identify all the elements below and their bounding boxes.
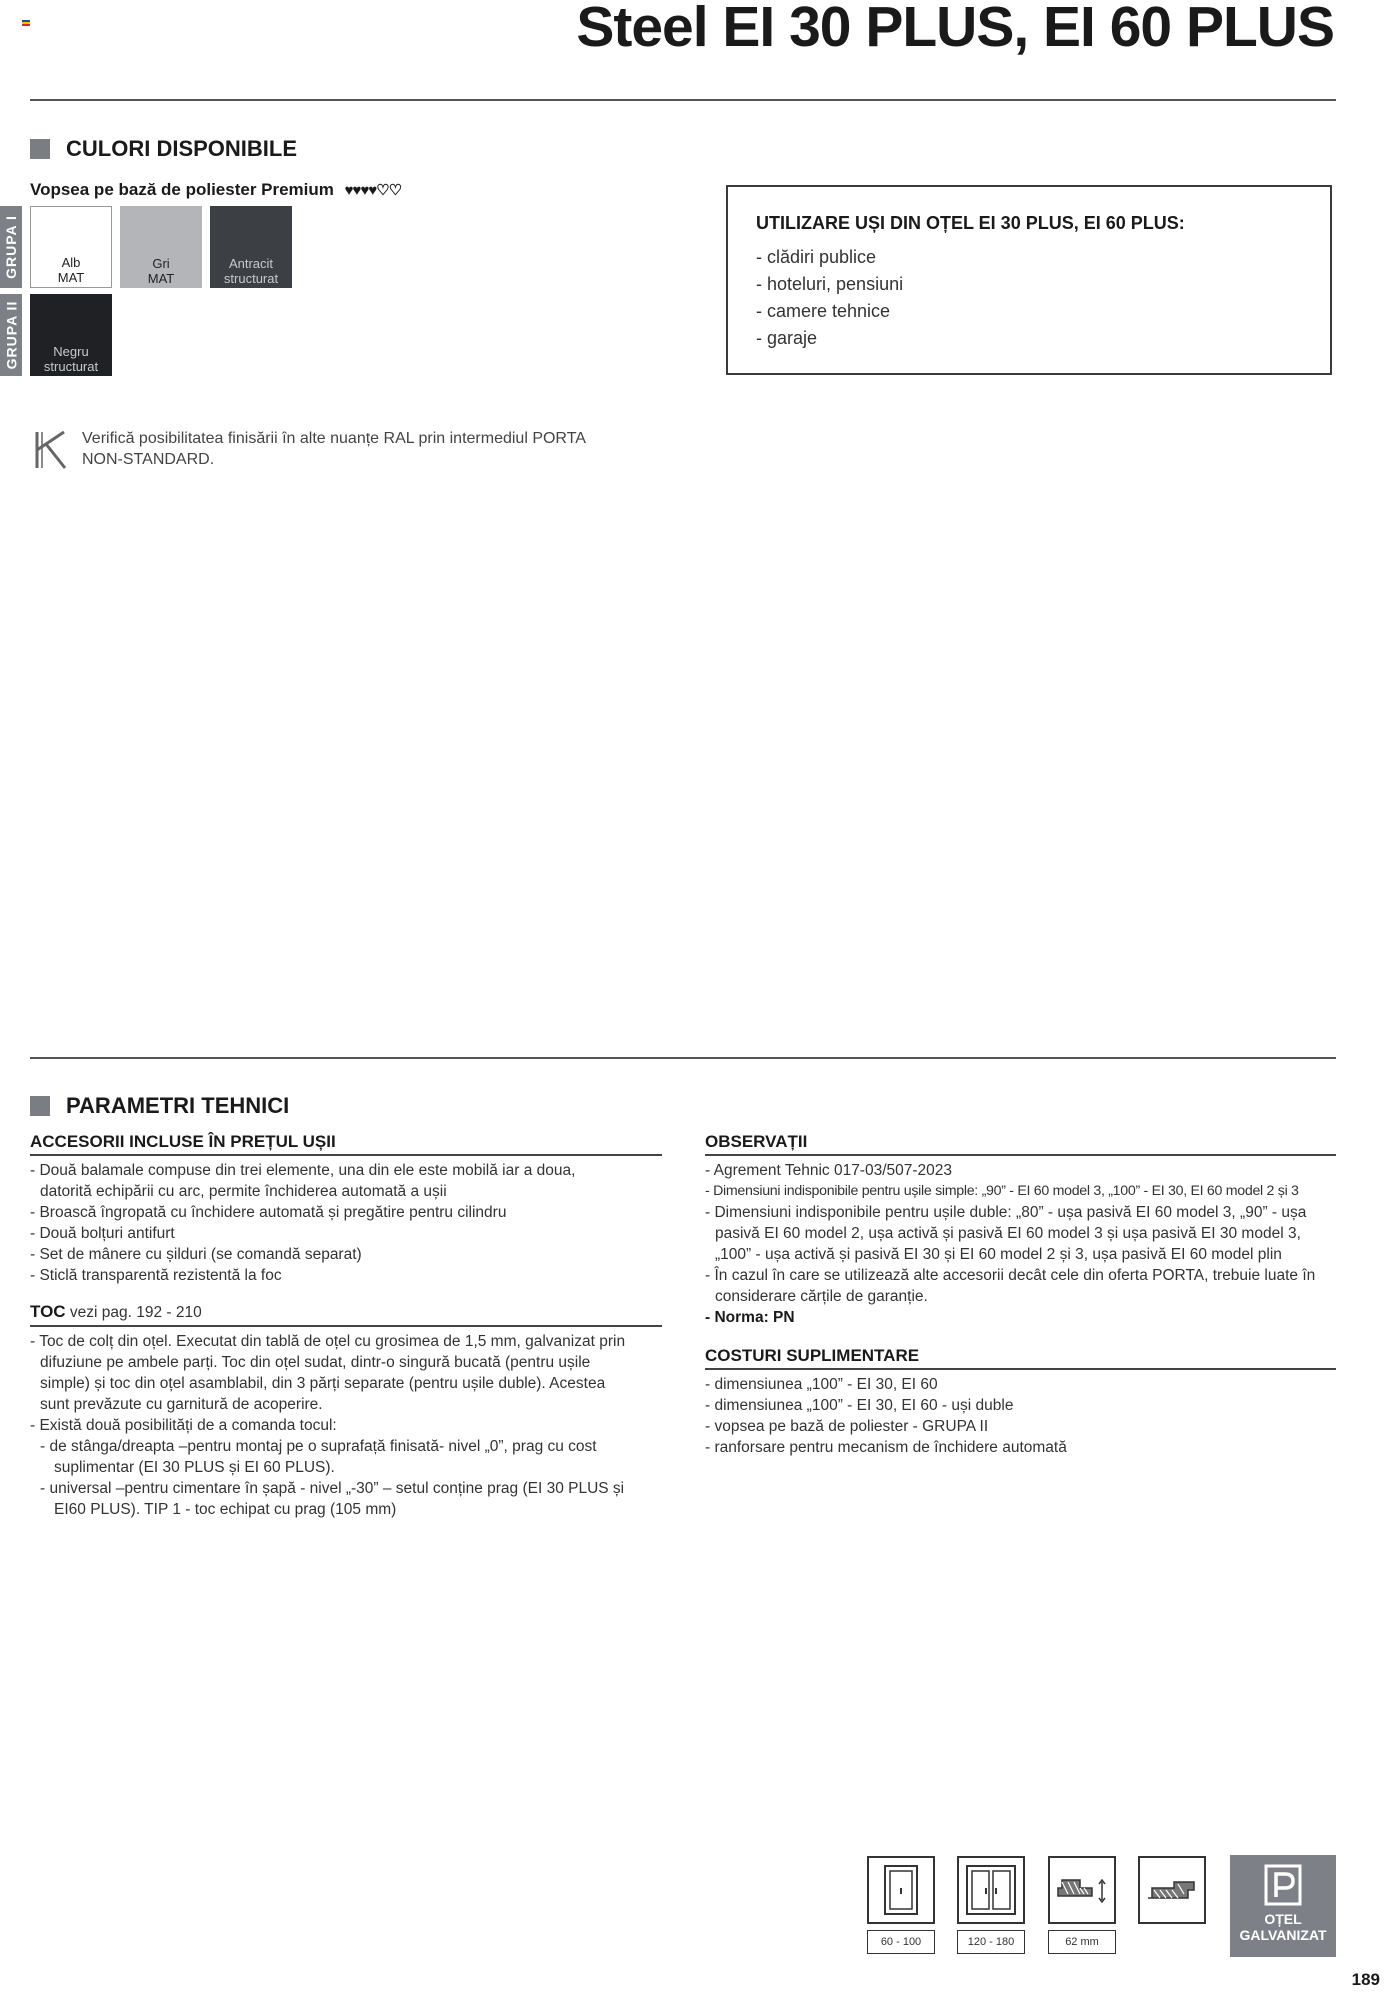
observations-list — [705, 1160, 1336, 1328]
swatch-gri-mat — [120, 206, 202, 288]
swatch-label-line2: MAT — [147, 271, 175, 286]
norm-label: - Norma: PN — [705, 1309, 795, 1326]
list-item: - dimensiunea „100” - EI 30, EI 60 - uși duble — [705, 1397, 1014, 1414]
galvanized-p-icon — [1263, 1863, 1303, 1907]
toc-page-ref: vezi pag. 192 - 210 — [65, 1304, 202, 1321]
size-label-double: 120 - 180 — [957, 1930, 1025, 1954]
extra-costs-title: COSTURI SUPLIMENTARE — [705, 1346, 1336, 1370]
list-item: suplimentar (EI 30 PLUS și EI 60 PLUS). — [54, 1459, 335, 1476]
double-door-icon — [957, 1856, 1025, 1924]
list-item: „100” - ușa activă și pasivă EI 30 și EI 60 model 2 și 3, ușa pasivă EI 60 model plin — [715, 1246, 1282, 1263]
paint-type-label — [30, 180, 401, 200]
section-marker-icon — [30, 139, 50, 159]
usage-item: - clădiri publice — [756, 247, 877, 267]
badge-line2: GALVANIZAT — [1239, 1927, 1327, 1943]
usage-item: - camere tehnice — [756, 301, 891, 321]
list-item: - de stânga/dreapta –pentru montaj pe o suprafață finisată- nivel „0”, prag cu cost — [40, 1438, 597, 1455]
list-item: - Sticlă transparentă rezistentă la foc — [30, 1267, 282, 1284]
section-marker-icon — [30, 1096, 50, 1116]
top-divider — [30, 99, 1336, 101]
swatch-label-line1: Alb — [61, 255, 81, 270]
size-label-single: 60 - 100 — [867, 1930, 935, 1954]
list-item: - ranforsare pentru mecanism de închidere automată — [705, 1439, 1067, 1456]
list-item: considerare cărțile de garanție. — [715, 1288, 928, 1305]
colors-section-title: CULORI DISPONIBILE — [66, 136, 298, 161]
porta-k-icon — [34, 430, 68, 475]
usage-item: - hoteluri, pensiuni — [756, 274, 904, 294]
toc-label: TOC — [30, 1302, 66, 1321]
swatch-label-line2: structurat — [223, 271, 279, 286]
list-item: datorită echipării cu arc, permite închiderea automată a ușii — [40, 1183, 447, 1200]
extra-costs-list — [705, 1374, 1336, 1458]
usage-title: UTILIZARE UȘI DIN OȚEL EI 30 PLUS, EI 60 PLUS: — [756, 213, 1185, 233]
list-item: - Dimensiuni indisponibile pentru ușile duble: „80” - ușa pasivă EI 60 model 3, „90” - ușa — [705, 1204, 1307, 1221]
toc-list — [30, 1331, 662, 1520]
list-item: - Există două posibilități de a comanda tocul: — [30, 1417, 337, 1434]
accessories-list — [30, 1160, 662, 1286]
list-item: - Două balamale compuse din trei elemente, una din ele este mobilă iar a doua, — [30, 1162, 576, 1179]
list-item: - dimensiunea „100” - EI 30, EI 60 — [705, 1376, 938, 1393]
paint-type-text: Vopsea pe bază de poliester Premium — [30, 180, 334, 199]
params-divider — [30, 1057, 1336, 1059]
list-item: - vopsea pe bază de poliester - GRUPA II — [705, 1418, 989, 1435]
swatch-label-line2: structurat — [43, 359, 99, 374]
list-item: EI60 PLUS). TIP 1 - toc echipat cu prag (105 mm) — [54, 1501, 397, 1518]
swatch-label-line1: Gri — [152, 256, 170, 271]
badge-line1: OȚEL — [1264, 1911, 1302, 1927]
list-item: - universal –pentru cimentare în șapă - nivel „-30” – setul conține prag (EI 30 PLUS și — [40, 1480, 625, 1497]
accessories-title: ACCESORII INCLUSE ÎN PREȚUL UȘII — [30, 1132, 662, 1156]
usage-item: - garaje — [756, 328, 818, 348]
rating-filled: ♥♥♥♥ — [344, 182, 377, 199]
swatch-label-line1: Antracit — [228, 256, 274, 271]
galvanized-steel-badge — [1230, 1855, 1336, 1957]
swatch-label-line1: Negru — [53, 344, 89, 359]
frame-profile-icon — [1138, 1856, 1206, 1924]
swatch-antracit-structurat — [210, 206, 292, 288]
left-column — [30, 1132, 662, 1520]
list-item: simple) și toc din oțel asamblabil, din 3 părți separate (pentru ușile duble). Acestea — [40, 1375, 606, 1392]
ral-note: Verifică posibilitatea finisării în alte nuanțe RAL prin intermediul PORTA NON-STANDARD. — [82, 430, 586, 468]
list-item: - Două bolțuri antifurt — [30, 1225, 175, 1242]
thickness-icon — [1048, 1856, 1116, 1924]
rating-empty: ♡♡ — [376, 182, 402, 199]
single-door-icon — [867, 1856, 935, 1924]
list-item: - Toc de colț din oțel. Executat din tablă de oțel cu grosimea de 1,5 mm, galvanizat prin — [30, 1333, 626, 1350]
swatch-alb-mat — [30, 206, 112, 288]
observations-title: OBSERVAȚII — [705, 1132, 1336, 1156]
swatch-negru-structurat — [30, 294, 112, 376]
list-item: sunt prevăzute cu garnitură de acoperire. — [40, 1396, 323, 1413]
list-item: difuziune pe ambele parți. Toc din oțel sudat, dintr-o singură bucată (pentru ușile — [40, 1354, 591, 1371]
group1-tab: GRUPA I — [0, 206, 22, 288]
page-title: Steel EI 30 PLUS, EI 60 PLUS — [576, 0, 1334, 59]
flag-icon — [22, 20, 30, 26]
thickness-label: 62 mm — [1048, 1930, 1116, 1954]
params-section-title: PARAMETRI TEHNICI — [66, 1093, 290, 1118]
list-item: - Agrement Tehnic 017-03/507-2023 — [705, 1162, 953, 1179]
toc-header — [30, 1302, 662, 1327]
flag-stripe — [22, 24, 30, 26]
right-column — [705, 1132, 1336, 1458]
page-number: 189 — [1351, 1970, 1380, 1989]
list-item: - Dimensiuni indisponibile pentru ușile simple: „90” - EI 60 model 3, „100” - EI 30, EI 60 model 2 și 3 — [705, 1183, 1299, 1199]
rating-icon — [345, 182, 402, 199]
group2-tab: GRUPA II — [0, 294, 22, 376]
list-item: - Set de mânere cu șilduri (se comandă separat) — [30, 1246, 362, 1263]
list-item: pasivă EI 60 model 2, ușa activă și pasivă EI 60 model 3 și ușa pasivă EI 30 model 3, — [715, 1225, 1301, 1242]
swatch-label-line2: MAT — [57, 270, 85, 285]
list-item: - Broască îngropată cu închidere automată și pregătire pentru cilindru — [30, 1204, 507, 1221]
usage-box — [726, 185, 1332, 375]
list-item: - În cazul în care se utilizează alte accesorii decât cele din oferta PORTA, trebuie luate în — [705, 1267, 1316, 1284]
